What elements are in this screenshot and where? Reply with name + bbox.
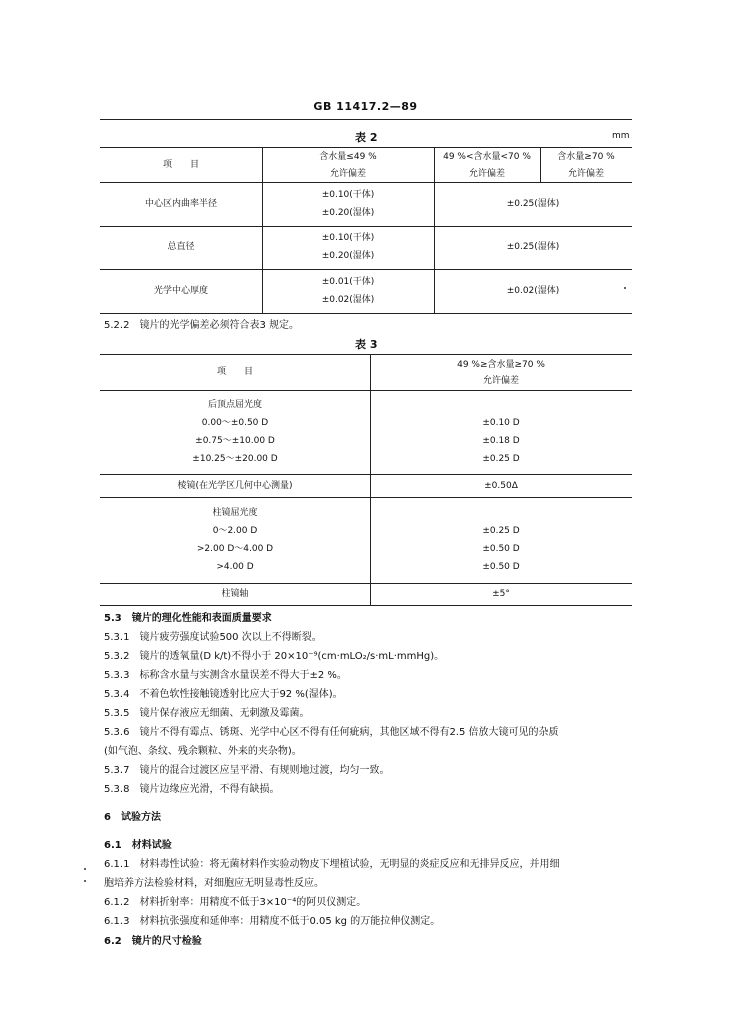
section-6-2: 6.2 镜片的尺寸检验 bbox=[104, 936, 202, 947]
table2-header-item: 项 目 bbox=[162, 160, 199, 170]
table3-row-item: 0.00～±0.50 D bbox=[201, 418, 269, 428]
table3-row-value: ±0.18 D bbox=[482, 436, 520, 446]
table2-row-value: ±0.25(湿体) bbox=[506, 199, 560, 209]
scan-speck bbox=[624, 287, 626, 289]
table2-row-value: ±0.02(湿体) bbox=[321, 295, 375, 305]
table3-row-item: 棱镜(在光学区几何中心测量) bbox=[177, 481, 293, 491]
clause-5-3-7: 5.3.7 镜片的混合过渡区应呈平滑、有规则地过渡，均匀一致。 bbox=[104, 765, 390, 776]
table3-row-value: ±0.25 D bbox=[482, 526, 520, 536]
table3-group-label: 柱镜屈光度 bbox=[212, 508, 258, 518]
table2-row-value: ±0.20(湿体) bbox=[321, 251, 375, 261]
table3-header-value: 49 %≥含水量≥70 % bbox=[457, 360, 545, 370]
clause-5-3-4: 5.3.4 不着色软性接触镜透射比应大于92 %(湿体)。 bbox=[104, 689, 343, 700]
clause-6-1-2: 6.1.2 材料折射率：用精度不低于3×10⁻⁴的阿贝仪测定。 bbox=[104, 897, 367, 908]
clause-5-3-6-cont: (如气泡、条纹、残余颗粒、外来的夹杂物)。 bbox=[104, 746, 302, 757]
table3-header-item: 项 目 bbox=[216, 367, 253, 377]
table2-header-col1-sub: 允许偏差 bbox=[329, 169, 366, 179]
clause-6-1-3: 6.1.3 材料抗张强度和延伸率：用精度不低于0.05 kg 的万能拉伸仪测定。 bbox=[104, 916, 441, 927]
table3-row-value: ±0.50 D bbox=[482, 544, 520, 554]
clause-6-1-1: 6.1.1 材料毒性试验：将无菌材料作实验动物皮下埋植试验，无明显的炎症反应和无排异反应，并用细 bbox=[104, 859, 560, 870]
table3-row-item: ±0.75～±10.00 D bbox=[195, 436, 275, 446]
clause-5-3-6: 5.3.6 镜片不得有霉点、锈斑、光学中心区不得有任何疵病，其他区域不得有2.5 倍放大镜可见的杂质 bbox=[104, 727, 559, 738]
table2-row-item: 中心区内曲率半径 bbox=[144, 199, 217, 209]
section-6-1: 6.1 材料试验 bbox=[104, 840, 172, 851]
table2-unit: mm bbox=[612, 131, 630, 141]
clause-6-1-1-cont: 胞培养方法检验材料，对细胞应无明显毒性反应。 bbox=[104, 878, 324, 889]
table3-row-item: 0～2.00 D bbox=[212, 526, 258, 536]
table2-header-col2: 49 %<含水量<70 % bbox=[443, 152, 531, 162]
table3-row-value: ±0.10 D bbox=[482, 418, 520, 428]
standard-number: GB 11417.2—89 bbox=[313, 100, 418, 113]
table3-row-value: ±0.50 D bbox=[482, 562, 520, 572]
clause-5-3-2: 5.3.2 镜片的透氧量(D k/t)不得小于 20×10⁻⁹(cm·mLO₂/s·mL·mmHg)。 bbox=[104, 651, 445, 662]
table2-header-col3: 含水量≥70 % bbox=[557, 152, 615, 162]
clause-5-3-5: 5.3.5 镜片保存液应无细菌、无刺激及霉菌。 bbox=[104, 708, 310, 719]
table2-header-col3-sub: 允许偏差 bbox=[567, 169, 604, 179]
table3-row-item: 柱镜轴 bbox=[221, 589, 249, 599]
table2-row-value: ±0.10(干体) bbox=[321, 190, 375, 200]
table2-row-value: ±0.02(湿体) bbox=[506, 286, 560, 296]
scan-speck bbox=[84, 880, 86, 882]
clause-5-3-1: 5.3.1 镜片疲劳强度试验500 次以上不得断裂。 bbox=[104, 632, 322, 643]
table3-title: 表 3 bbox=[355, 338, 378, 351]
table3-group-label: 后顶点屈光度 bbox=[207, 400, 262, 410]
section-5-3: 5.3 镜片的理化性能和表面质量要求 bbox=[104, 613, 272, 624]
table3-row-item: ±10.25～±20.00 D bbox=[192, 454, 278, 464]
table3-row-item: >2.00 D～4.00 D bbox=[196, 544, 274, 554]
section-6: 6 试验方法 bbox=[104, 812, 161, 823]
clause-5-2-2: 5.2.2 镜片的光学偏差必须符合表3 规定。 bbox=[104, 320, 299, 331]
clause-5-3-8: 5.3.8 镜片边缘应光滑，不得有缺损。 bbox=[104, 784, 280, 795]
table2-title: 表 2 bbox=[355, 131, 378, 144]
table2-row-value: ±0.10(干体) bbox=[321, 233, 375, 243]
table2-header-col1: 含水量≤49 % bbox=[319, 152, 377, 162]
table3-row-item: >4.00 D bbox=[216, 562, 254, 572]
table2-header-col2-sub: 允许偏差 bbox=[468, 169, 505, 179]
table3-row-value: ±0.25 D bbox=[482, 454, 520, 464]
table3-header-value-sub: 允许偏差 bbox=[482, 376, 519, 386]
table2-row-item: 总直径 bbox=[167, 242, 195, 252]
table2-row-value: ±0.20(湿体) bbox=[321, 208, 375, 218]
table3-row-value: ±5° bbox=[492, 589, 510, 599]
table2-row-value: ±0.25(湿体) bbox=[506, 242, 560, 252]
header-rule bbox=[100, 119, 632, 120]
table2-row-item: 光学中心厚度 bbox=[153, 286, 208, 296]
table2-row-value: ±0.01(干体) bbox=[321, 277, 375, 287]
table3-row-value: ±0.50Δ bbox=[484, 481, 518, 491]
scan-speck bbox=[84, 868, 86, 870]
clause-5-3-3: 5.3.3 标称含水量与实测含水量误差不得大于±2 %。 bbox=[104, 670, 347, 681]
